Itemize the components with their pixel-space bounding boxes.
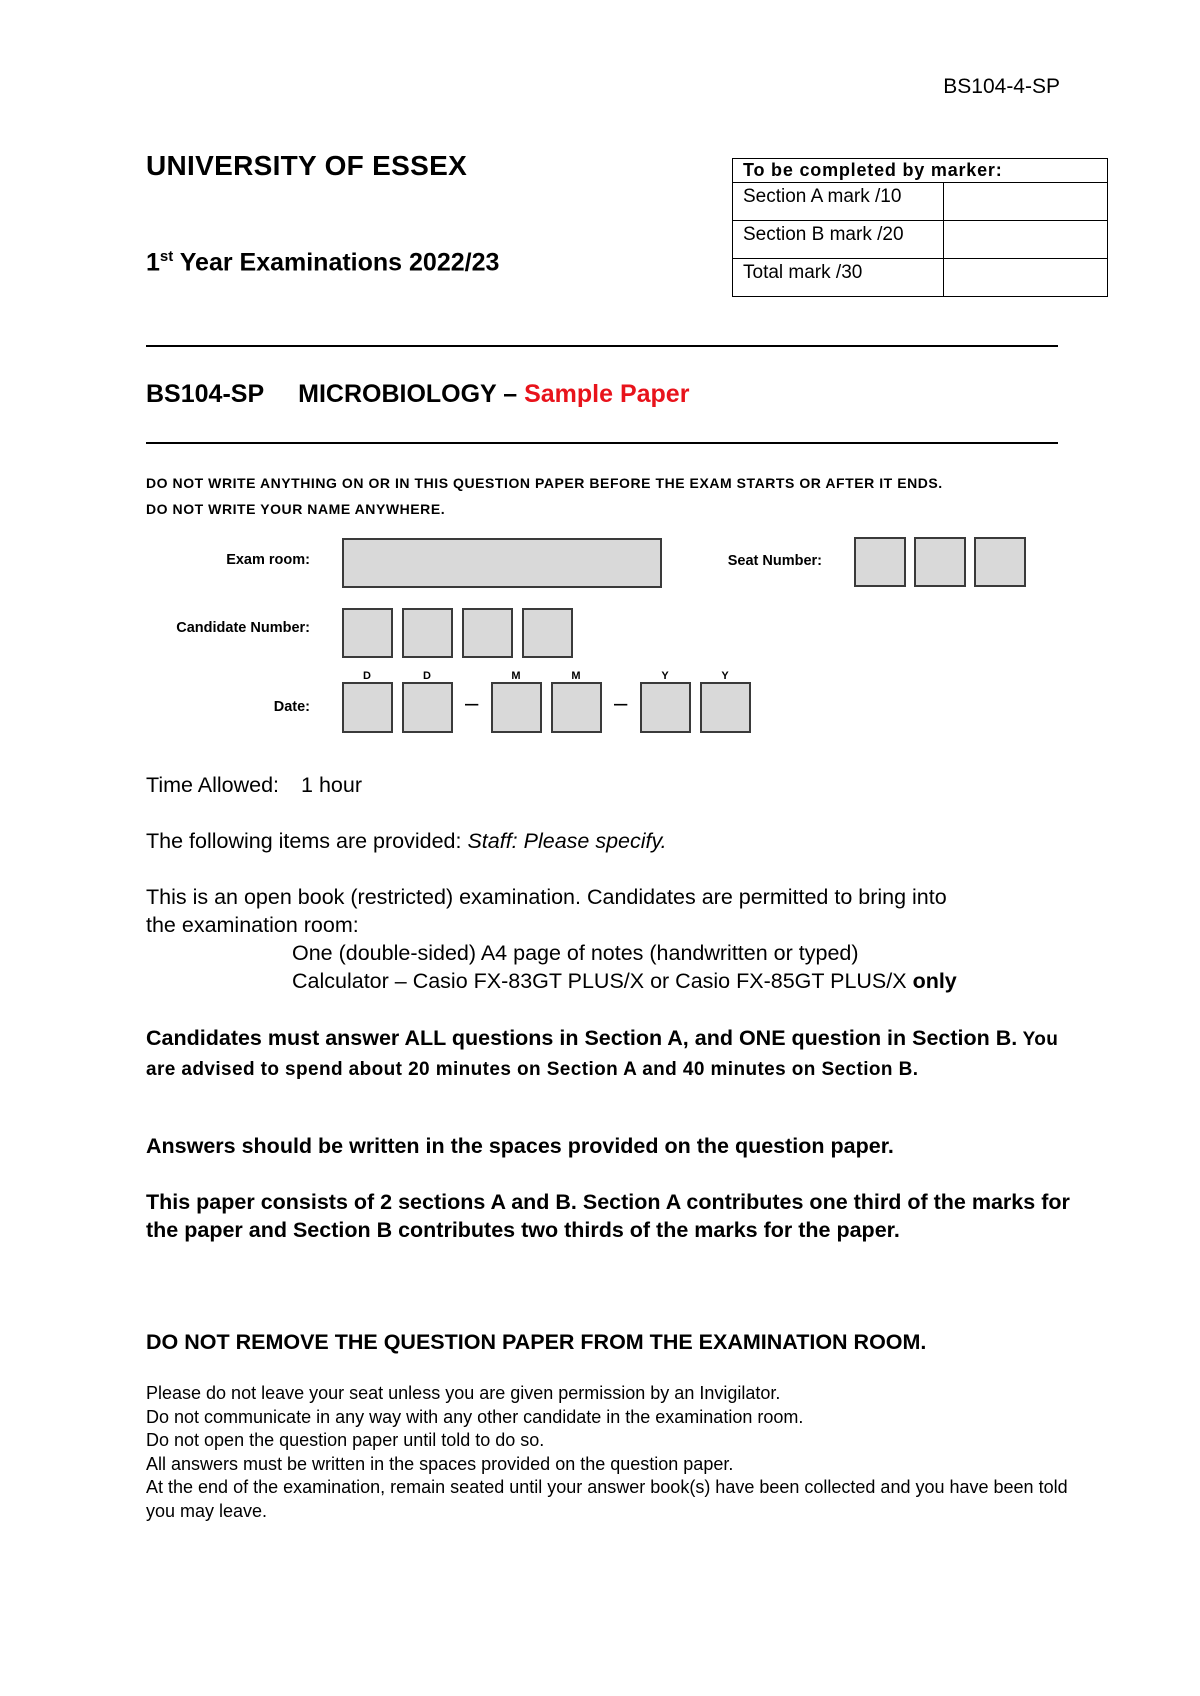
permitted-item: One (double-sided) A4 page of notes (handwritten or typed) xyxy=(292,941,859,965)
time-allowed-label: Time Allowed: xyxy=(146,773,280,797)
date-box-year[interactable] xyxy=(640,682,691,733)
date-label: Date: xyxy=(273,699,310,715)
warning-line: DO NOT WRITE ANYTHING ON OR IN THIS QUESTION PAPER BEFORE THE EXAM STARTS OR AFTER IT ENDS. xyxy=(146,475,943,491)
exam-room-field[interactable] xyxy=(342,538,662,588)
date-box-month[interactable] xyxy=(551,682,602,733)
answer-instruction-main: Candidates must answer ALL questions in Section A, and ONE question in Section B. xyxy=(146,1026,1018,1050)
candidate-number-box[interactable] xyxy=(522,608,573,658)
year-text: Year Examinations 2022/23 xyxy=(173,248,500,277)
exam-rule: At the end of the examination, remain seated until your answer book(s) have been collected and you have been told you may leave. xyxy=(146,1477,1068,1521)
marker-row-value[interactable] xyxy=(944,183,1108,221)
divider-top xyxy=(146,345,1058,347)
sample-paper-tag: Sample Paper xyxy=(524,380,690,408)
date-letter: D xyxy=(363,670,371,682)
year-ordinal: st xyxy=(159,248,174,265)
exam-rule: Do not open the question paper until told to do so. xyxy=(146,1430,545,1450)
divider-bottom xyxy=(146,442,1058,444)
items-provided xyxy=(146,829,667,854)
seat-number-box[interactable] xyxy=(974,537,1026,587)
year-number: 1 xyxy=(146,248,160,277)
date-box-day[interactable] xyxy=(402,682,453,733)
date-separator: – xyxy=(465,690,479,717)
exam-rule: All answers must be written in the spaces provided on the question paper. xyxy=(146,1453,734,1474)
marker-row xyxy=(733,183,1108,221)
paper-code-header: BS104-4-SP xyxy=(943,75,1060,98)
warning-line: DO NOT WRITE YOUR NAME ANYWHERE. xyxy=(146,501,446,517)
permitted-item xyxy=(292,969,957,994)
answer-spaces-note: Answers should be written in the spaces provided on the question paper. xyxy=(146,1134,894,1158)
open-book-line: This is an open book (restricted) examination. Candidates are permitted to bring into xyxy=(146,885,947,909)
marker-table xyxy=(732,158,1108,297)
answer-instruction-advice: You are advised to spend about 20 minutes on Section A and 40 minutes on Section B. xyxy=(146,1029,1059,1080)
permitted-item-text: Calculator – Casio FX-83GT PLUS/X or Casio FX-85GT PLUS/X xyxy=(292,969,913,993)
exam-year-title xyxy=(146,248,499,277)
date-letter: M xyxy=(511,670,521,682)
date-letter: M xyxy=(571,670,581,682)
seat-number-label: Seat Number: xyxy=(727,553,822,569)
exam-rules xyxy=(146,1382,1076,1523)
candidate-number-box[interactable] xyxy=(462,608,513,658)
date-letter: D xyxy=(423,670,431,682)
course-code: BS104-SP xyxy=(146,380,265,408)
exam-room-label: Exam room: xyxy=(226,552,310,568)
marker-row-label: Total mark /30 xyxy=(733,259,944,297)
marker-row-label: Section A mark /10 xyxy=(733,183,944,221)
seat-number-box[interactable] xyxy=(914,537,966,587)
marker-row xyxy=(733,259,1108,297)
marker-row-label: Section B mark /20 xyxy=(733,221,944,259)
date-box-day[interactable] xyxy=(342,682,393,733)
course-title xyxy=(146,380,689,409)
marker-table-heading: To be completed by marker: xyxy=(733,159,1108,183)
candidate-number-label: Candidate Number: xyxy=(176,620,310,636)
open-book-line: the examination room: xyxy=(146,913,359,937)
marker-row-value[interactable] xyxy=(944,259,1108,297)
permitted-item-emphasis: only xyxy=(912,969,957,993)
date-letter: Y xyxy=(661,670,669,682)
date-letter: Y xyxy=(721,670,729,682)
course-name: MICROBIOLOGY – xyxy=(298,380,525,408)
time-allowed-value: 1 hour xyxy=(301,773,362,797)
items-provided-prefix: The following items are provided: xyxy=(146,829,468,853)
date-box-year[interactable] xyxy=(700,682,751,733)
university-name: UNIVERSITY OF ESSEX xyxy=(146,150,468,181)
date-box-month[interactable] xyxy=(491,682,542,733)
exam-rule: Please do not leave your seat unless you are given permission by an Invigilator. xyxy=(146,1383,781,1403)
date-separator: – xyxy=(614,690,628,717)
time-allowed xyxy=(146,773,362,798)
sections-note: This paper consists of 2 sections A and B. Section A contributes one third of the marks for the paper and Section B contributes two thirds of the marks for the paper. xyxy=(146,1190,1070,1242)
items-provided-note: Staff: Please specify. xyxy=(467,829,667,853)
candidate-number-box[interactable] xyxy=(402,608,453,658)
marker-row xyxy=(733,221,1108,259)
marker-row-value[interactable] xyxy=(944,221,1108,259)
do-not-remove-note: DO NOT REMOVE THE QUESTION PAPER FROM THE EXAMINATION ROOM. xyxy=(146,1330,927,1354)
seat-number-box[interactable] xyxy=(854,537,906,587)
exam-rule: Do not communicate in any way with any other candidate in the examination room. xyxy=(146,1406,804,1427)
candidate-number-box[interactable] xyxy=(342,608,393,658)
answer-instructions xyxy=(146,1024,1076,1084)
